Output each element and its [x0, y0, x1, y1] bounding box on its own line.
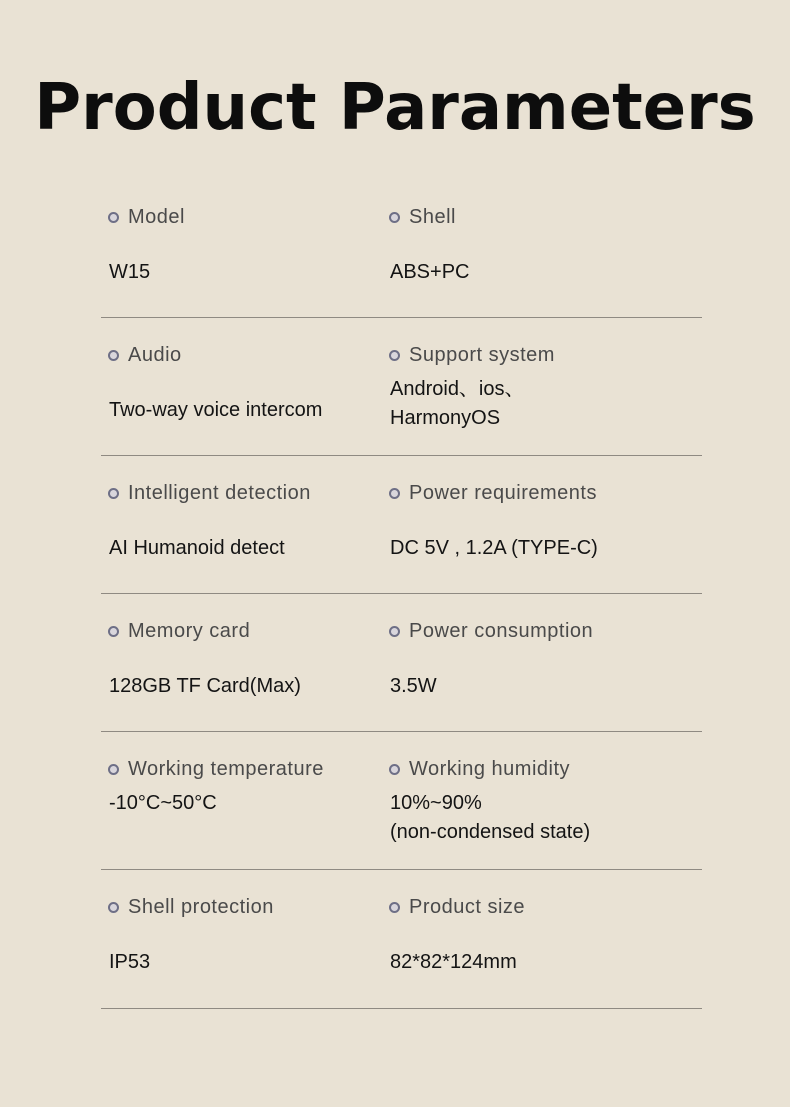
parameter-value: DC 5V , 1.2A (TYPE-C)	[390, 537, 598, 559]
parameter-label: Memory card	[128, 619, 251, 642]
parameter-value: AI Humanoid detect	[109, 537, 285, 559]
bullet-icon	[108, 212, 119, 223]
parameter-shell-protection	[108, 870, 398, 1008]
parameter-value: W15	[109, 261, 151, 283]
parameter-label: Audio	[128, 343, 182, 366]
parameter-power-consumption	[389, 594, 679, 731]
bullet-icon	[389, 212, 400, 223]
parameter-label: Power consumption	[409, 619, 594, 642]
bullet-icon	[389, 902, 400, 913]
bullet-icon	[389, 626, 400, 637]
bullet-icon	[389, 488, 400, 499]
parameter-value: -10°C~50°C	[109, 792, 217, 814]
parameter-row	[101, 594, 702, 732]
bullet-icon	[108, 488, 119, 499]
parameter-label: Intelligent detection	[128, 481, 311, 504]
parameter-working-humidity	[389, 732, 679, 869]
parameter-power-requirements	[389, 456, 679, 593]
parameter-value: 128GB TF Card(Max)	[109, 675, 301, 697]
parameter-value: 10%~90% (non-condensed state)	[390, 792, 591, 843]
parameter-value: 82*82*124mm	[390, 951, 517, 973]
parameters-grid	[101, 180, 702, 1009]
parameter-label: Product size	[409, 895, 526, 918]
bullet-icon	[108, 902, 119, 913]
parameter-row	[101, 456, 702, 594]
parameter-value: ABS+PC	[390, 261, 470, 283]
parameter-model	[108, 180, 398, 317]
parameter-value: 3.5W	[390, 675, 437, 697]
parameter-row	[101, 870, 702, 1009]
parameter-value: Android、ios、 HarmonyOS	[390, 378, 525, 429]
parameter-label: Power requirements	[409, 481, 597, 504]
parameter-value: Two-way voice intercom	[109, 399, 323, 421]
bullet-icon	[389, 350, 400, 361]
parameter-label: Support system	[409, 343, 555, 366]
parameter-label: Shell protection	[128, 895, 274, 918]
parameter-label: Working temperature	[128, 757, 324, 780]
bullet-icon	[108, 764, 119, 775]
parameter-memory-card	[108, 594, 398, 731]
parameter-shell	[389, 180, 679, 317]
parameter-label: Model	[128, 205, 185, 228]
parameter-working-temperature	[108, 732, 398, 869]
parameter-support-system	[389, 318, 679, 455]
bullet-icon	[108, 626, 119, 637]
parameter-row	[101, 318, 702, 456]
parameter-value: IP53	[109, 951, 151, 973]
parameter-audio	[108, 318, 398, 455]
parameter-row	[101, 180, 702, 318]
bullet-icon	[389, 764, 400, 775]
page-title: Product Parameters	[34, 71, 756, 145]
bullet-icon	[108, 350, 119, 361]
parameter-label: Working humidity	[409, 757, 571, 780]
parameter-product-size	[389, 870, 679, 1008]
parameter-intelligent-detection	[108, 456, 398, 593]
parameter-label: Shell	[409, 205, 456, 228]
parameter-row	[101, 732, 702, 870]
